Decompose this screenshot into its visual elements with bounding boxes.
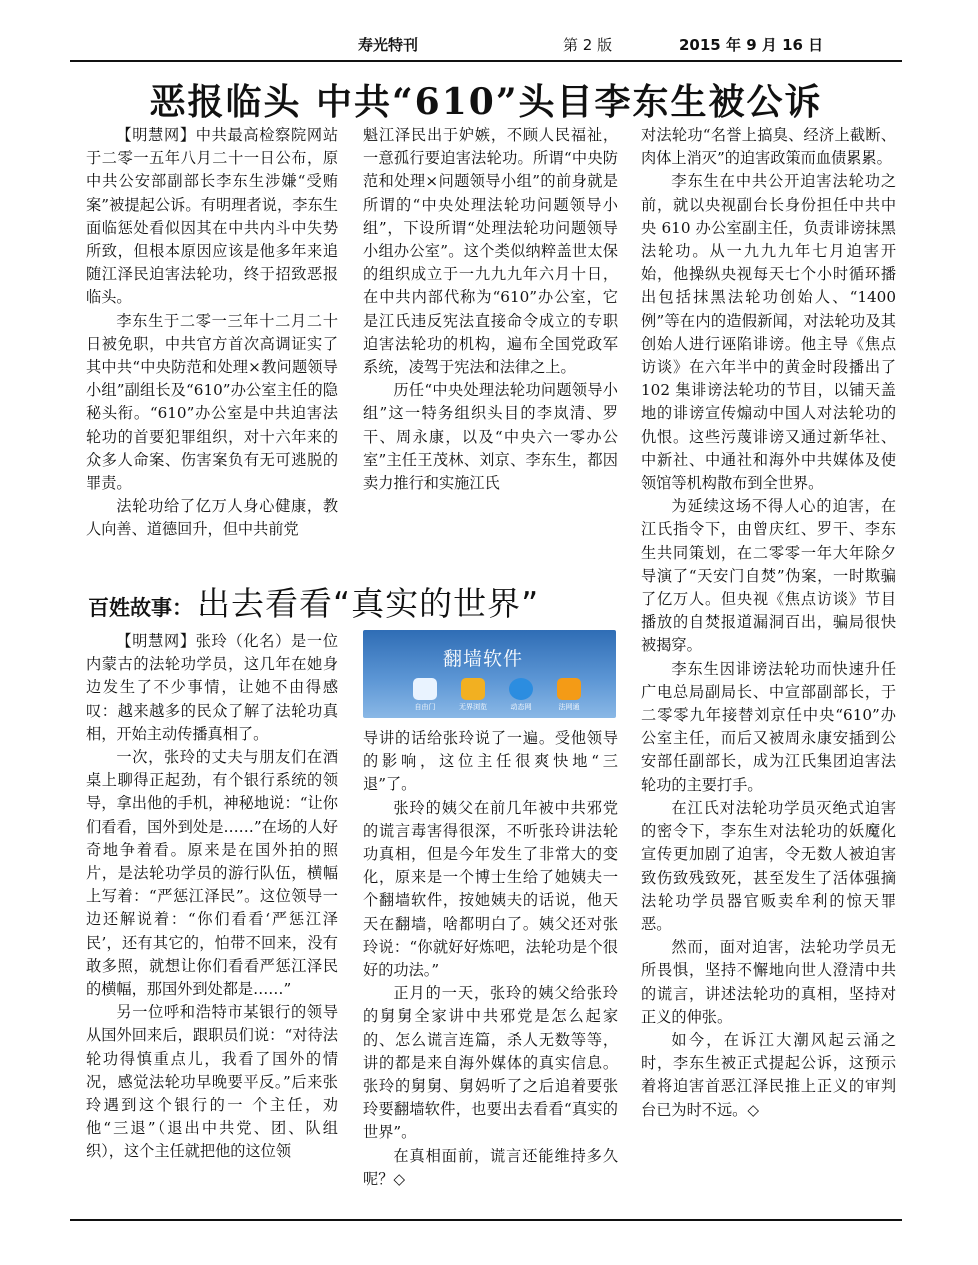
paragraph: 【明慧网】中共最高检察院网站于二零一五年八月二十一日公布，原中共公安部副部长李东生涉嫌“受贿案”被提起公诉。有明理者说，李东生面临惩处看似因其在中共内斗中失势所致，但根本原因应该是他多年来追随江泽民迫害法轮功，终于招致恶报临头。 <box>86 126 338 307</box>
vpn-software-ad <box>363 630 616 718</box>
article1-column-2 <box>363 124 618 569</box>
ad-icon-label: 法网通 <box>558 703 580 711</box>
ad-icon-label: 自由门 <box>414 703 436 711</box>
paragraph: 导讲的话给张玲说了一遍。受他领导的影响，这位主任很爽快地“三退”了。 <box>363 729 618 794</box>
ad-icon-label: 无界浏览 <box>459 703 487 711</box>
paper-name: 寿光特刊 <box>358 36 419 54</box>
paragraph: 为延续这场不得人心的迫害，在江氏指令下，由曾庆红、罗干、李东生共同策划，在二零零一年大年除夕导演了“天安门自焚”伪案，一时欺骗了亿万人。但央视《焦点访谈》节目播放的自焚报道漏洞百出，骗局很快被揭穿。 <box>641 497 896 655</box>
paragraph: 然而，面对迫害，法轮功学员无所畏惧，坚持不懈地向世人澄清中共的谎言，讲述法轮功的真相，坚持对正义的伸张。 <box>641 938 896 1026</box>
paragraph: 对法轮功“名誉上搞臭、经济上截断、肉体上消灭”的迫害政策而血债累累。 <box>641 126 896 168</box>
paragraph: 正月的一天，张玲的姨父给张玲的舅舅全家讲中共邪党是怎么起家的、怎么谎言连篇，杀人无数等等，讲的都是来自海外媒体的真实信息。张玲的舅舅、舅妈听了之后追着要张玲要翻墙软件，也要出去看看“真实的世界”。 <box>363 984 618 1142</box>
paragraph: 【明慧网】张玲（化名）是一位内蒙古的法轮功学员，这几年在她身边发生了不少事情，让她不由得感叹：越来越多的民众了解了法轮功真相，开始主动传播真相了。 <box>86 632 338 743</box>
paragraph: 一次，张玲的丈夫与朋友们在酒桌上聊得正起劲，有个银行系统的领导，拿出他的手机，神秘地说：“让你们看看，国外到处是……”在场的人好奇地争着看。原来是在国外拍的照片，是法轮功学员的游行队伍，横幅上写着：“严惩江泽民”。这位领导一边还解说着：“你们看看‘严惩江泽民’，还有其它的，怕带不回来，没有敢多照，就想让你们看看严惩江泽民的横幅，那国外到处都是……” <box>86 748 338 999</box>
paragraph: 魁江泽民出于妒嫉，不顾人民福祉，一意孤行要迫害法轮功。所谓“中央防范和处理×问题领导小组”的前身就是所谓的“中央处理法轮功问题领导小组”，下设所谓“处理法轮功问题领导小组办公室”。这个类似纳粹盖世太保的组织成立于一九九九年六月十日，在中共内部代称为“610”办公室，它是江氏违反宪法直接命令成立的专职迫害法轮功的机构，遍布全国党政军系统，凌驾于宪法和法律之上。 <box>363 126 618 377</box>
paragraph: 李东生于二零一三年十二月二十日被免职，中共官方首次高调证实了其中共“中央防范和处理×教问题领导小组”副组长及“610”办公室主任的隐秘头衔。“610”办公室是中共迫害法轮功的首要犯罪组织，对十六年来的众多人命案、伤害案负有无可逃脱的罪责。 <box>86 311 338 493</box>
paragraph: 另一位呼和浩特市某银行的领导从国外回来后，跟职员们说：“对待法轮功得慎重点儿，我看了国外的情况，感觉法轮功早晚要平反。”后来张玲遇到这个银行的一 个主任，劝他“三退”（退出中共党、团、队组织），这个主任就把他的这位领 <box>86 1003 338 1161</box>
freegate-icon <box>413 678 437 700</box>
dynaweb-icon <box>509 678 533 700</box>
article2-column-2 <box>363 727 618 1210</box>
ad-title: 翻墙软件 <box>443 648 524 670</box>
header-rule <box>70 60 902 62</box>
article2-column-1 <box>86 630 338 1210</box>
paragraph: 历任“中央处理法轮功问题领导小组”这一特务组织头目的李岚清、罗干、周永康，以及“中央六一零办公室”主任王茂林、刘京、李东生，都因卖力推行和实施江氏 <box>363 381 618 493</box>
paragraph: 张玲的姨父在前几年被中共邪党的谎言毒害得很深，不听张玲讲法轮功真相，但是今年发生了非常大的变化，原来是一个博士生给了她姨夫一个翻墙软件，按她姨夫的话说，他天天在翻墙，啥都明白了。姨父还对张玲说：“你就好好炼吧，法轮功是个很好的功法。” <box>363 798 618 980</box>
page-number: 第 2 版 <box>563 36 613 54</box>
article1-headline: 恶报临头 中共“610”头目李东生被公诉 <box>149 81 823 123</box>
article2-title <box>88 578 539 625</box>
ultrasurf-icon <box>461 678 485 700</box>
ad-icon-label: 动态网 <box>510 703 532 711</box>
paragraph: 法轮功给了亿万人身心健康，教人向善、道德回升，但中共前党 <box>86 497 338 539</box>
article1-column-1 <box>86 124 338 569</box>
paragraph: 李东生因诽谤法轮功而快速升任广电总局副局长、中宣部副部长，于二零零九年接替刘京任中央“610”办公室主任，而后又被周永康安插到公安部任副部长，成为江氏集团迫害法轮功的主要打手。 <box>641 659 896 794</box>
article2-kicker: 百姓故事： <box>88 596 193 620</box>
issue-date: 2015 年 9 月 16 日 <box>679 36 824 54</box>
paragraph: 李东生在中共公开迫害法轮功之前，就以央视副台长身份担任中共中央 610 办公室副主任，负责诽谤抹黑法轮功。从一九九九年七月迫害开始，他操纵央视每天七个小时循环播出包括抹黑法轮功创始人、“1400 例”等在内的造假新闻，对法轮功及其创始人进行诬陷诽谤。他主导《焦点访谈》在六年半中的黄金时段播出了 102 集诽谤法轮功的节目，以铺天盖地的诽谤宣传煽动中国人对法轮功的仇恨。这些污蔑诽谤又通过新华社、中新社、中通社和海外中共媒体及使领馆等机构散布到全世界。 <box>641 172 896 493</box>
paragraph: 在真相面前，谎言还能维持多久呢？◇ <box>363 1146 618 1188</box>
paragraph: 如今，在诉江大潮风起云涌之时，李东生被正式提起公诉，这预示着将迫害首恶江泽民推上正义的审判台已为时不远。◇ <box>641 1030 896 1119</box>
article1-column-3 <box>641 124 896 1209</box>
falunnet-icon <box>557 678 581 700</box>
footer-rule <box>70 1219 902 1221</box>
paragraph: 在江氏对法轮功学员灭绝式迫害的密令下，李东生对法轮功的妖魔化宣传更加剧了迫害，令无数人被迫害致伤致残致死，甚至发生了活体强摘法轮功学员器官贩卖牟利的惊天罪恶。 <box>641 798 896 933</box>
article2-main-title: 出去看看“真实的世界” <box>197 584 540 623</box>
